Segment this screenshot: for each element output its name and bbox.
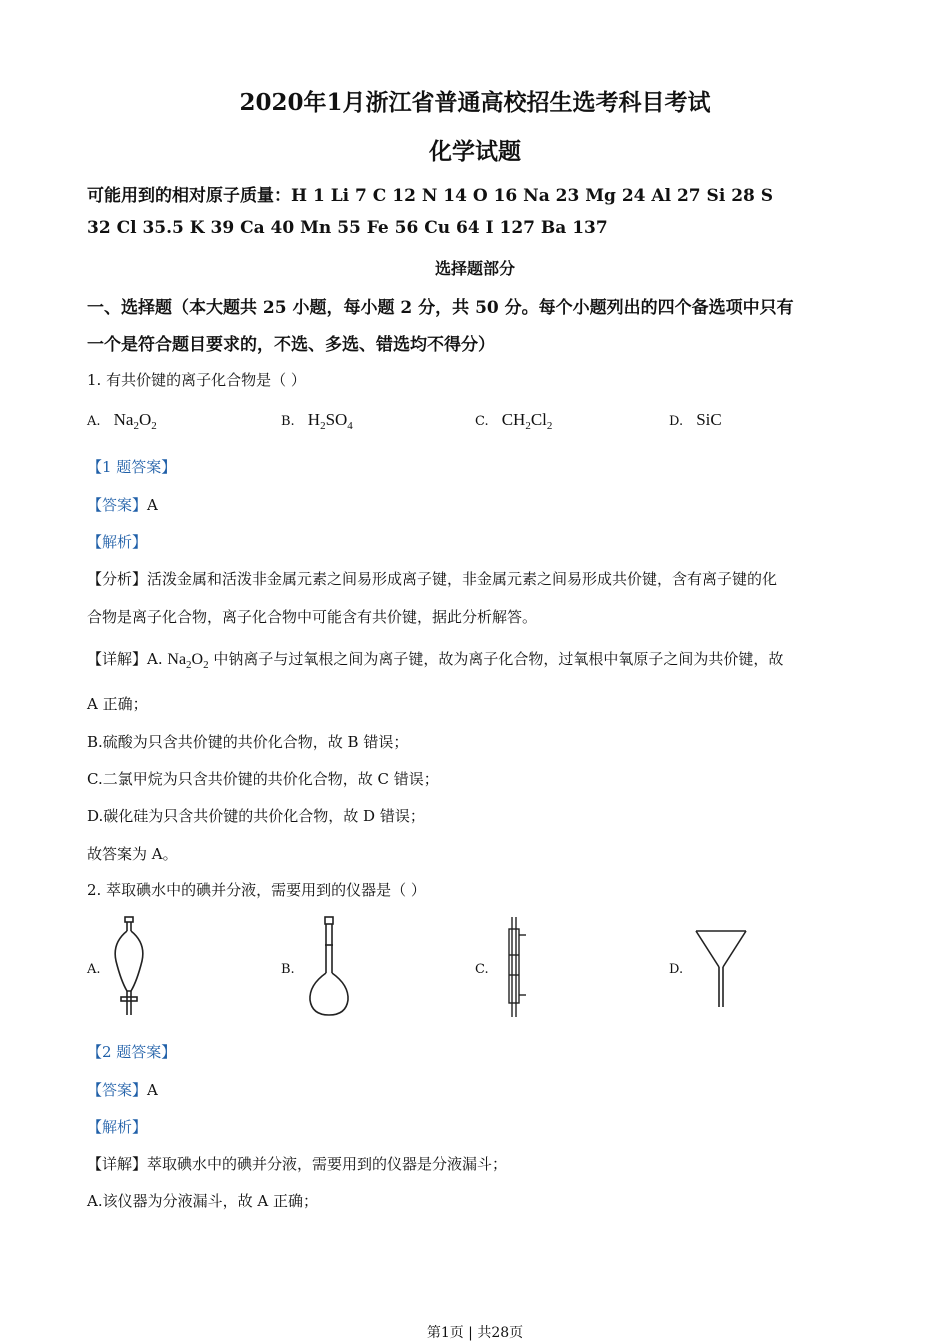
q1-option-a — [87, 410, 157, 432]
q1-fenxi-line-2: 合物是离子化合物，离子化合物中可能含有共价键，据此分析解答。 — [87, 608, 538, 626]
q1-detail-a-line-2: A 正确； — [87, 695, 148, 713]
q1-answer-section-tag: 【1 题答案】 — [87, 458, 177, 476]
condenser-icon — [500, 915, 530, 1019]
section-heading-line-1: 一、选择题（本大题共 25 小题，每小题 2 分，共 50 分。每个小题列出的四个备选项中只有 — [87, 298, 794, 318]
q1-fenxi-line-1: 【分析】活泼金属和活泼非金属元素之间易形成离子键，非金属元素之间易形成共价键，含有离子键的化 — [87, 570, 778, 588]
atomic-mass-line-1: 可能用到的相对原子质量：H 1 Li 7 C 12 N 14 O 16 Na 23 Mg 24 Al 27 Si 28 S — [87, 186, 774, 206]
q2-answer-section-tag: 【2 题答案】 — [87, 1043, 177, 1061]
exam-title: 2020年1月浙江省普通高校招生选考科目考试 — [239, 89, 711, 116]
q1-option-c-formula: $CH_2Cl_2$ — [501, 410, 553, 432]
q1-option-a-label: A. — [87, 414, 101, 429]
q1-option-b-label: B. — [281, 414, 295, 429]
section-heading-line-2: 一个是符合题目要求的，不选、多选、错选均不得分） — [87, 335, 495, 355]
exam-subtitle: 化学试题 — [429, 138, 521, 165]
q1-option-c-label: C. — [475, 414, 489, 429]
q2-detail: 【详解】萃取碘水中的碘并分液，需要用到的仪器是分液漏斗； — [87, 1155, 508, 1173]
separatory-funnel-icon — [108, 915, 150, 1019]
q1-option-b-formula: $H_2SO_4$ — [307, 410, 353, 432]
q1-option-d-formula: SiC — [696, 410, 722, 429]
q1-detail-a-line-1: 【详解】A. $Na_2O_2$ 中钠离子与过氧根之间为离子键，故为离子化合物，过氧根中氧原子之间为共价键，故 — [87, 650, 784, 671]
q1-stem: 1. 有共价键的离子化合物是（ ） — [87, 371, 306, 389]
page-footer: 第1页 | 共28页 — [426, 1325, 524, 1341]
q1-option-d — [669, 410, 722, 430]
atomic-mass-line-2: 32 Cl 35.5 K 39 Ca 40 Mn 55 Fe 56 Cu 64 I 127 Ba 137 — [87, 218, 608, 238]
q1-option-c — [475, 410, 552, 432]
q1-analysis-tag: 【解析】 — [87, 533, 148, 551]
volumetric-flask-icon — [304, 915, 354, 1019]
q2-option-c-label: C. — [475, 962, 489, 977]
q1-option-a-formula: $Na_2O_2$ — [113, 410, 157, 432]
q1-conclusion: 故答案为 A。 — [87, 845, 178, 863]
q2-stem: 2. 萃取碘水中的碘并分液，需要用到的仪器是（ ） — [87, 881, 426, 899]
section-name: 选择题部分 — [434, 259, 515, 278]
q1-answer: 【答案】A — [87, 496, 158, 514]
q1-detail-c: C.二氯甲烷为只含共价键的共价化合物，故 C 错误； — [87, 770, 439, 788]
q2-option-d-label: D. — [669, 962, 684, 977]
q2-analysis-tag: 【解析】 — [87, 1118, 148, 1136]
q1-detail-b: B.硫酸为只含共价键的共价化合物，故 B 错误； — [87, 733, 409, 751]
q2-detail-a: A.该仪器为分液漏斗，故 A 正确； — [87, 1192, 318, 1210]
q1-option-b — [281, 410, 353, 432]
funnel-icon — [692, 925, 752, 1009]
q2-answer: 【答案】A — [87, 1081, 158, 1099]
q2-option-b-label: B. — [281, 962, 295, 977]
q1-detail-d: D.碳化硅为只含共价键的共价化合物，故 D 错误； — [87, 807, 425, 825]
q2-option-a-label: A. — [87, 962, 101, 977]
q1-option-d-label: D. — [669, 414, 684, 429]
